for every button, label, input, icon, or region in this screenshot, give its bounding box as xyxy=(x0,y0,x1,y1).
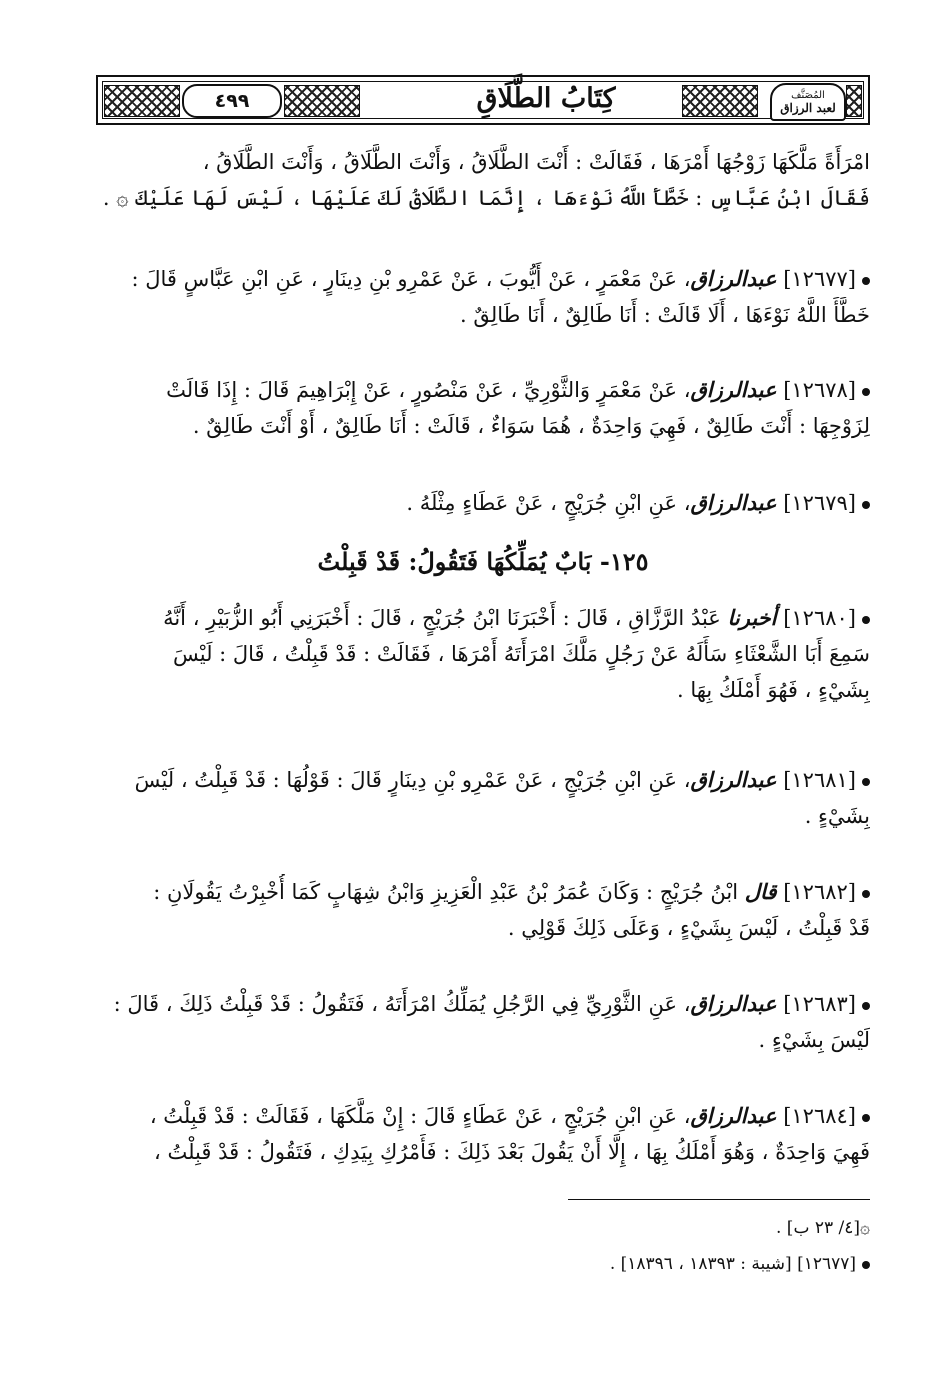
ornament-pattern-right xyxy=(846,85,862,117)
text-line: امْرَأَةً مَلَّكَهَا زَوْجُهَا أَمْرَهَا ، فَقَالَتْ : أَنْتَ الطَّلَاقُ ، وَأَنْتَ الطَّلَاقُ ، وَأَنْتَ الطَّلَاقُ ، xyxy=(202,150,870,174)
entry-number: [١٢٦٧٩] xyxy=(783,491,856,515)
hadith-entry xyxy=(96,1098,870,1170)
text-line: خَطَّأَ اللَّهُ نَوْءَهَا ، أَلَا قَالَتْ : أَنَا طَالِقٌ ، أَنَا طَالِقٌ . xyxy=(460,303,870,327)
text-line: بِشَيْءٍ . xyxy=(804,804,870,828)
entry-text: ، عَنِ ابْنِ جُرَيْجٍ ، عَنْ عَطَاءٍ مِثْلَهُ . xyxy=(406,491,691,515)
entry-source: عبدالرزاق xyxy=(690,266,777,291)
bullet-icon xyxy=(862,1114,870,1122)
entry-text: ، عَنِ الثَّوْرِيِّ فِي الرَّجُلِ يُمَلِّكُ امْرَأَتَهُ ، فَتَقُولُ : قَدْ قَبِلْتُ ذَلِكَ ، قَالَ : xyxy=(113,992,691,1016)
text-line: قَدْ قَبِلْتُ ، لَيْسَ بِشَيْءٍ ، وَعَلَى ذَلِكَ قَوْلِي . xyxy=(507,916,870,940)
entry-number: [١٢٦٨٠] xyxy=(783,606,856,630)
hadith-entry xyxy=(96,986,870,1058)
entry-source: عبدالرزاق xyxy=(690,490,777,515)
bullet-icon xyxy=(862,388,870,396)
entry-source: عبدالرزاق xyxy=(690,991,777,1016)
bullet-icon xyxy=(862,1261,870,1269)
entry-text: ، عَنْ مَعْمَرٍ ، عَنْ أَيُّوبَ ، عَنْ عَمْرِو بْنِ دِينَارٍ ، عَنِ ابْنِ عَبَّاسٍ قَالَ : xyxy=(131,267,691,291)
text-line xyxy=(96,1098,870,1134)
text-line: فَهِيَ وَاحِدَةٌ ، وَهُوَ أَمْلَكُ بِهَا ، إِلَّا أَنْ يَقُولَ بَعْدَ ذَلِكَ : فَأَمْرُكِ بِيَدِكِ ، فَتَقُولُ : قَدْ قَبِلْتُ ، xyxy=(154,1140,870,1164)
entry-source: عبدالرزاق xyxy=(690,1103,777,1128)
entry-text: ، عَنِ ابْنِ جُرَيْجٍ ، عَنْ عَمْرِو بْنِ دِينَارٍ قَالَ : قَوْلُهَا : قَدْ قَبِلْتُ ، لَيْسَ xyxy=(134,768,691,792)
bullet-icon xyxy=(862,616,870,624)
text-line xyxy=(96,986,870,1022)
intro-paragraph xyxy=(96,144,870,216)
footnote xyxy=(96,1246,870,1282)
bullet-icon xyxy=(862,778,870,786)
running-title: كِتَابُ الطَّلَاقِ xyxy=(476,83,616,114)
text-line xyxy=(96,762,870,798)
footnote-separator xyxy=(568,1199,870,1200)
entry-text: عَبْدُ الرَّزَّاقِ ، قَالَ : أَخْبَرَنَا ابْنُ جُرَيْجٍ ، قَالَ : أَخْبَرَنِي أَبُو الزُّبَيْرِ ، أَنَّهُ xyxy=(163,606,721,630)
hadith-entry xyxy=(96,372,870,444)
entry-number: [١٢٦٨٣] xyxy=(783,992,856,1016)
bullet-icon xyxy=(862,277,870,285)
entry-text: ابْنُ جُرَيْجٍ : وَكَانَ عُمَرُ بْنُ عَبْدِ الْعَزِيزِ وَابْنُ شِهَابٍ كَمَا أُخْبِرْتُ يَقُولَانِ : xyxy=(153,880,739,904)
entry-source: قال xyxy=(744,879,777,904)
text-line xyxy=(96,874,870,910)
entry-number: [١٢٦٨١] xyxy=(783,768,856,792)
entry-number: [١٢٦٨٤] xyxy=(783,1104,856,1128)
bullet-icon xyxy=(862,890,870,898)
footnote: ۞[٤/ ٢٣ ب] . xyxy=(776,1218,870,1238)
text-line: سَمِعَ أَبَا الشَّعْثَاءِ سَأَلَهُ عَنْ رَجُلٍ مَلَّكَ امْرَأَتَهُ أَمْرَهَا ، فَقَالَتْ : قَدْ قَبِلْتُ ، قَالَ : لَيْسَ xyxy=(172,642,870,666)
bullet-icon xyxy=(862,1002,870,1010)
entry-number: [١٢٦٧٨] xyxy=(783,378,856,402)
entry-text: ، عَنْ مَعْمَرٍ وَالثَّوْرِيِّ ، عَنْ مَنْصُورٍ ، عَنْ إِبْرَاهِيمَ قَالَ : إِذَا قَالَتْ xyxy=(166,378,691,402)
text-line: لِزَوْجِهَا : أَنْتَ طَالِقٌ ، فَهِيَ وَاحِدَةٌ ، هُمَا سَوَاءٌ ، قَالَتْ : أَنَا طَالِقٌ ، أَوْ أَنْتَ طَالِقٌ . xyxy=(192,414,870,438)
hadith-entry xyxy=(96,261,870,333)
hadith-entry xyxy=(96,485,870,521)
hadith-entry xyxy=(96,600,870,708)
logo-line-1: المُصَنَّف xyxy=(791,90,825,101)
text-line: لَيْسَ بِشَيْءٍ . xyxy=(758,1028,870,1052)
hadith-entry xyxy=(96,874,870,946)
entry-number: [١٢٦٧٧] xyxy=(783,267,856,291)
text-line xyxy=(96,372,870,408)
text-line: بِشَيْءٍ ، فَهُوَ أَمْلَكُ بِهَا . xyxy=(676,678,870,702)
chapter-heading: ١٢٥- بَابٌ يُمَلِّكُهَا فَتَقُولُ: قَدْ قَبِلْتُ xyxy=(317,547,649,576)
footnote-text: [١٢٦٧٧] [شيبة : ١٨٣٩٣ ، ١٨٣٩٦] . xyxy=(609,1254,856,1274)
ornament-pattern-left xyxy=(104,85,180,117)
text-line: فَقَالَ ابْنُ عَبَّاسٍ : خَطَّأَ اللَّهُ نَوْءَهَا ، إِنَّمَا الطَّلَاقُ لَكَ عَلَيْهَا ، لَيْسَ لَهَا عَلَيْكَ ۞ . xyxy=(102,186,870,210)
entry-number: [١٢٦٨٢] xyxy=(783,880,856,904)
bullet-icon xyxy=(862,501,870,509)
text-line xyxy=(96,261,870,297)
hadith-entry xyxy=(96,762,870,834)
page-header xyxy=(96,75,870,125)
page-number: ٤٩٩ xyxy=(182,84,282,118)
entry-source: أخبرنا xyxy=(727,605,777,630)
ornament-pattern-center-left xyxy=(284,85,360,117)
entry-source: عبدالرزاق xyxy=(690,377,777,402)
footnotes xyxy=(96,1210,870,1282)
text-line xyxy=(96,485,870,521)
book-logo xyxy=(770,83,846,121)
text-line xyxy=(96,600,870,636)
logo-line-2: لعبد الرزاق xyxy=(780,101,836,115)
entry-text: ، عَنِ ابْنِ جُرَيْجٍ ، عَنْ عَطَاءٍ قَالَ : إِنْ مَلَّكَهَا ، فَقَالَتْ : قَدْ قَبِلْتُ ، xyxy=(149,1104,691,1128)
entry-source: عبدالرزاق xyxy=(690,767,777,792)
